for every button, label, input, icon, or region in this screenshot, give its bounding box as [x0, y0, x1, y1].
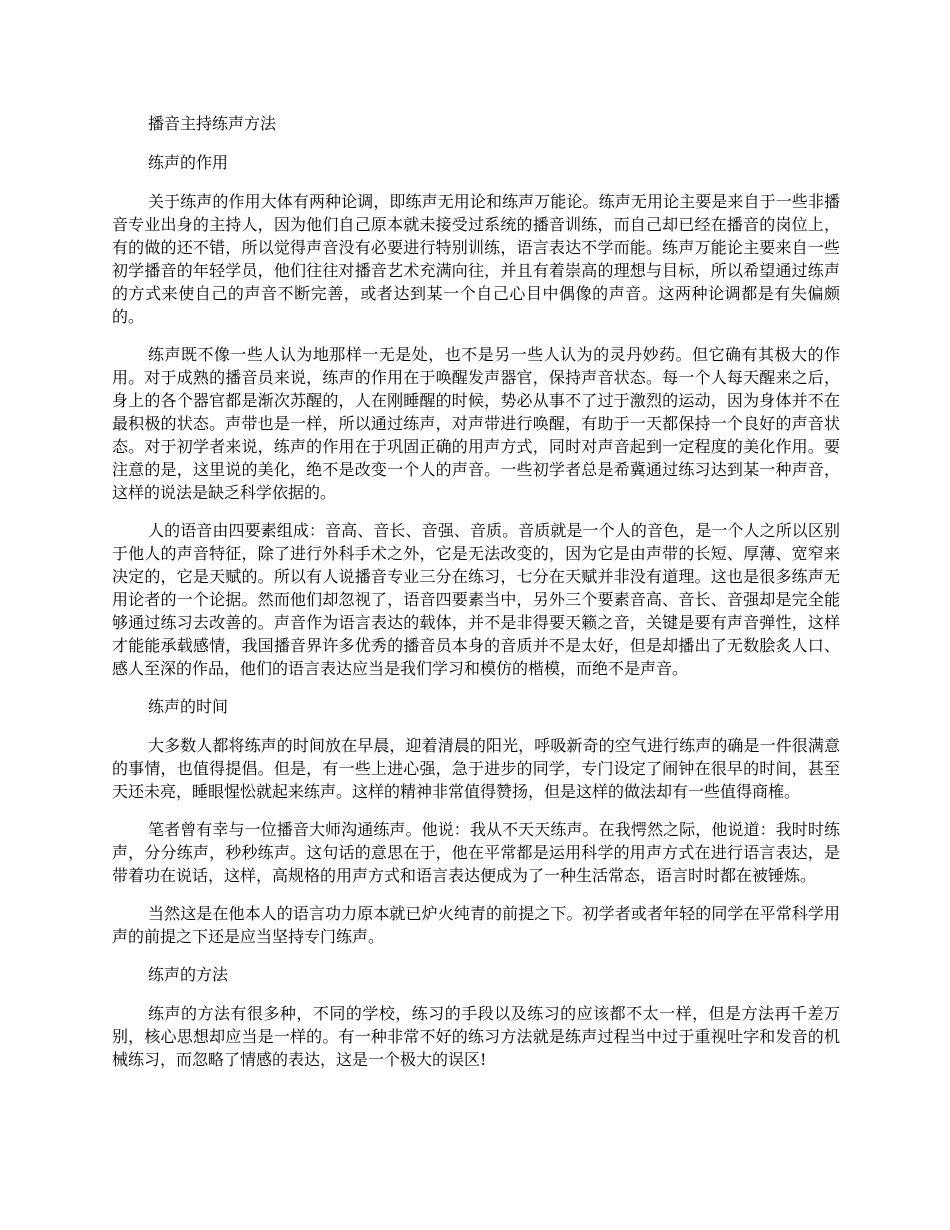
- document-page: [112, 112, 840, 1086]
- document-title: 播音主持练声方法: [148, 114, 277, 133]
- section-method: [112, 963, 840, 1071]
- paragraph: 练声的方法有很多种，不同的学校，练习的手段以及练习的应该都不太一样，但是方法再千差万别，核心思想却应当是一样的。有一种非常不好的练习方法就是练声过程当中过于重视吐字和发音的机械练习，而忽略了情感的表达，这是一个极大的误区!: [112, 1004, 840, 1069]
- paragraph: 人的语音由四要素组成：音高、音长、音强、音质。音质就是一个人的音色，是一个人之所以区别于他人的声音特征，除了进行外科手术之外，它是无法改变的，因为它是由声带的长短、厚薄、宽窄来决定的，它是天赋的。所以有人说播音专业三分在练习，七分在天赋并非没有道理。这也是很多练声无用论者的一个论据。然而他们却忽视了，语音四要素当中，另外三个要素音高、音长、音强却是完全能够通过练习去改善的。声音作为语言表达的载体，并不是非得要天籁之音，关键是要有声音弹性，这样才能能承载感情，我国播音界许多优秀的播音员本身的音质并不是太好，但是却播出了无数脍炙人口、感人至深的作品，他们的语言表达应当是我们学习和模仿的楷模，而绝不是声音。: [112, 521, 840, 678]
- section-time: [112, 695, 840, 948]
- paragraph: 当然这是在他本人的语言功力原本就已炉火纯青的前提之下。初学者或者年轻的同学在平常科学用声的前提之下还是应当坚持专门练声。: [112, 904, 840, 946]
- paragraph: 练声既不像一些人认为地那样一无是处，也不是另一些人认为的灵丹妙药。但它确有其极大的作用。对于成熟的播音员来说，练声的作用在于唤醒发声器官，保持声音状态。每一个人每天醒来之后，身上的各个器官都是渐次苏醒的，人在刚睡醒的时候，势必从事不了过于激烈的运动，因为身体并不在最积极的状态。声带也是一样，所以通过练声，对声带进行唤醒，有助于一天都保持一个良好的声音状态。对于初学者来说，练声的作用在于巩固正确的用声方式，同时对声音起到一定程度的美化作用。要注意的是，这里说的美化，绝不是改变一个人的声音。一些初学者总是希冀通过练习达到某一种声音，这样的说法是缺乏科学依据的。: [112, 345, 840, 502]
- paragraph: 关于练声的作用大体有两种论调，即练声无用论和练声万能论。练声无用论主要是来自于一些非播音专业出身的主持人，因为他们自己原本就未接受过系统的播音训练，而自己却已经在播音的岗位上，有的做的还不错，所以觉得声音没有必要进行特别训练，语言表达不学而能。练声万能论主要来自一些初学播音的年轻学员，他们往往对播音艺术充满向往，并且有着崇高的理想与目标，所以希望通过练声的方式来使自己的声音不断完善，或者达到某一个自己心目中偶像的声音。这两种论调都是有失偏颇的。: [112, 192, 840, 326]
- paragraph: 笔者曾有幸与一位播音大师沟通练声。他说：我从不天天练声。在我愕然之际，他说道：我时时练声，分分练声，秒秒练声。这句话的意思在于，他在平常都是运用科学的用声方式在进行语言表达，是带着功在说话，这样，高规格的用声方式和语言表达便成为了一种生活常态，语言时时都在被锤炼。: [112, 820, 840, 885]
- section-heading: 练声的方法: [148, 965, 229, 984]
- section-heading: 练声的时间: [148, 697, 229, 716]
- section-function: [112, 151, 840, 680]
- section-heading: 练声的作用: [148, 153, 229, 172]
- paragraph: 大多数人都将练声的时间放在早晨，迎着清晨的阳光，呼吸新奇的空气进行练声的确是一件很满意的事情，也值得提倡。但是，有一些上进心强，急于进步的同学，专门设定了闹钟在很早的时间，甚至天还未亮，睡眼惺忪就起来练声。这样的精神非常值得赞扬，但是这样的做法却有一些值得商榷。: [112, 736, 840, 801]
